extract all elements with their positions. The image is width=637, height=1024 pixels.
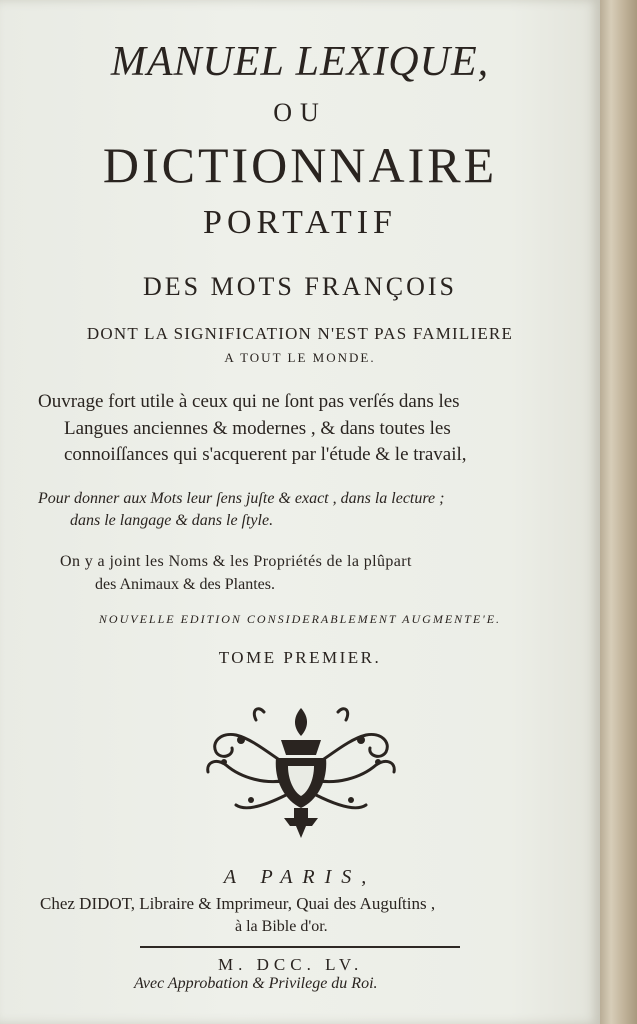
subtitle-line-2: A TOUT LE MONDE.	[224, 350, 376, 365]
subtitle-line-1: DONT LA SIGNIFICATION N'EST PAS FAMILIERE	[86, 324, 514, 343]
vase-with-foliage-ornament-icon	[196, 700, 406, 840]
description-line: connoiſſances qui s'acquerent par l'étude & le travail,	[64, 444, 467, 465]
edition-note: NOUVELLE EDITION CONSIDERABLEMENT AUGMENTE'E.	[98, 612, 502, 626]
publisher-line: Chez DIDOT, Libraire & Imprimeur, Quai des Auguſtins ,	[40, 894, 436, 913]
privilege-line: Avec Approbation & Privilege du Roi.	[134, 975, 378, 992]
imprint-rule	[140, 946, 460, 948]
title-line-ou: OU	[273, 98, 327, 127]
publisher-sign: à la Bible d'or.	[235, 918, 328, 935]
purpose-line: dans le langage & dans le ſtyle.	[70, 512, 274, 529]
addition-line: On y a joint les Noms & les Propriétés de la plûpart	[60, 553, 412, 570]
description-line: Langues anciennes & modernes , & dans toutes les	[64, 418, 451, 439]
volume-label: TOME PREMIER.	[218, 648, 382, 667]
imprint-place: A PARIS,	[223, 866, 377, 888]
title-line-dictionnaire: DICTIONNAIRE	[102, 137, 498, 193]
description-line: Ouvrage fort utile à ceux qui ne ſont pas verſés dans les	[38, 391, 460, 412]
title-line-manuel-lexique: MANUEL LEXIQUE,	[110, 39, 490, 85]
title-line-des-mots: DES MOTS FRANÇOIS	[143, 272, 457, 301]
addition-line: des Animaux & des Plantes.	[95, 576, 275, 593]
imprint-year: M. DCC. LV.	[218, 955, 364, 974]
title-line-portatif: PORTATIF	[203, 204, 397, 241]
page-edge	[600, 0, 637, 1024]
purpose-line: Pour donner aux Mots leur ſens juſte & exact , dans la lecture ;	[38, 490, 445, 507]
